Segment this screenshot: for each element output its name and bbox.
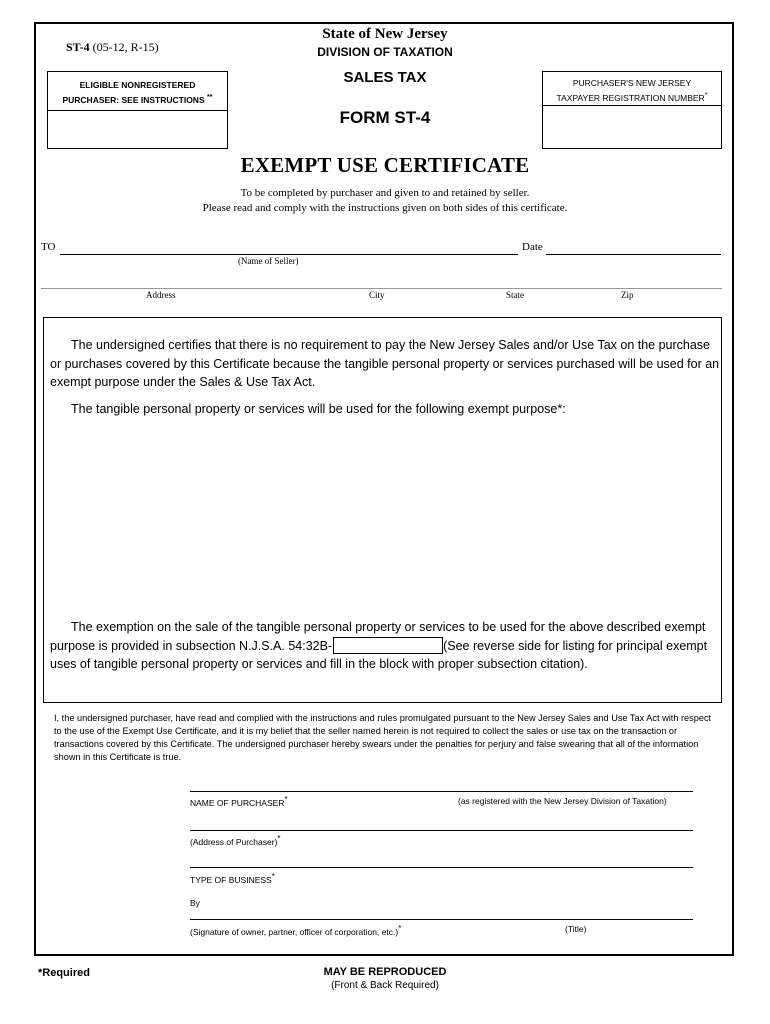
exempt-purpose-prompt: The tangible personal property or services will be used for the following exempt purpose*: xyxy=(71,402,566,416)
registration-number-box xyxy=(542,71,722,149)
front-back-note: (Front & Back Required) xyxy=(331,980,439,991)
registration-number-field[interactable] xyxy=(543,106,721,148)
certification-paragraph: The undersigned certifies that there is no requirement to pay the New Jersey Sales and/or Use Tax on the purchase or purchases covered by this Certificate because the tangible personal property or services purchased will be used for an exempt purpose under the Sales & Use Tax Act. xyxy=(50,338,720,389)
city-caption: City xyxy=(369,290,385,300)
business-type-field[interactable] xyxy=(190,867,693,868)
seller-name-caption: (Name of Seller) xyxy=(238,256,299,266)
exemption-text-part2: (See reverse side for listing for principal exempt uses of tangible personal property or services and fill in the block with proper subsection citation). xyxy=(50,638,708,671)
nonregistered-purchaser-box xyxy=(47,71,228,149)
business-type-label: TYPE OF BUSINESS* xyxy=(190,872,275,885)
to-label: TO xyxy=(41,241,56,253)
double-asterisk: ** xyxy=(207,93,213,101)
may-be-reproduced-note: MAY BE REPRODUCED xyxy=(323,966,447,978)
nonregistered-purchaser-header xyxy=(48,72,227,111)
by-label: By xyxy=(190,898,200,908)
form-revision: (05-12, R-15) xyxy=(92,40,159,54)
form-code xyxy=(66,40,159,55)
division-title: DIVISION OF TAXATION xyxy=(317,45,453,59)
tax-type-title: SALES TAX xyxy=(343,69,427,86)
purchaser-address-label: (Address of Purchaser)* xyxy=(190,834,281,847)
date-field[interactable] xyxy=(546,254,721,255)
signature-field[interactable] xyxy=(190,919,693,920)
state-title: State of New Jersey xyxy=(322,26,448,42)
registration-number-header xyxy=(543,72,721,106)
state-caption: State xyxy=(506,290,524,300)
purchaser-name-label: NAME OF PURCHASER* xyxy=(190,795,288,808)
registration-label-line2: TAXPAYER REGISTRATION NUMBER* xyxy=(556,91,708,103)
date-label: Date xyxy=(522,241,543,253)
zip-caption: Zip xyxy=(621,290,634,300)
certificate-title: EXEMPT USE CERTIFICATE xyxy=(240,153,530,177)
nonregistered-label-line1: ELIGIBLE NONREGISTERED xyxy=(79,80,196,90)
purchaser-address-field[interactable] xyxy=(190,830,693,831)
subsection-input[interactable] xyxy=(333,637,443,654)
seller-address-field[interactable] xyxy=(41,288,722,289)
nonregistered-label-line2: PURCHASER: SEE INSTRUCTIONS ** xyxy=(62,93,213,105)
seller-name-field[interactable] xyxy=(60,254,518,255)
intro-line-2: Please read and comply with the instructions given on both sides of this certificate. xyxy=(202,202,568,214)
purchaser-declaration: I, the undersigned purchaser, have read and complied with the instructions and rules promulgated pursuant to the New Jersey Sales and Use Tax Act with respect to the use of the Exempt Use Certificate, and it is my belief that the seller named herein is not required to collect the sales or use tax on the transaction or transactions covered by this Certificate. The undersigned purchaser hereby swears under the penalties for perjury and false swearing that all of the information shown in this Certificate is true. xyxy=(54,713,712,762)
registered-name-note: (as registered with the New Jersey Division of Taxation) xyxy=(458,796,667,806)
title-label: (Title) xyxy=(565,924,587,934)
form-code-id: ST-4 xyxy=(66,40,90,54)
registration-label-line1: PURCHASER'S NEW JERSEY xyxy=(572,78,692,88)
purchaser-name-field[interactable] xyxy=(190,791,693,792)
required-note: *Required xyxy=(38,967,90,979)
nonregistered-purchaser-field[interactable] xyxy=(48,111,227,148)
exemption-text-part1: The exemption on the sale of the tangible personal property or services to be used for the above described exempt purpose is provided in subsection N.J.S.A. 54:32B- xyxy=(50,620,706,653)
intro-line-1: To be completed by purchaser and given to and retained by seller. xyxy=(240,187,530,199)
exemption-subsection-paragraph xyxy=(50,618,720,674)
signature-label: (Signature of owner, partner, officer of corporation, etc.)* xyxy=(190,924,402,937)
address-caption: Address xyxy=(146,290,176,300)
form-name-title: FORM ST-4 xyxy=(339,108,431,127)
asterisk: * xyxy=(704,91,708,99)
